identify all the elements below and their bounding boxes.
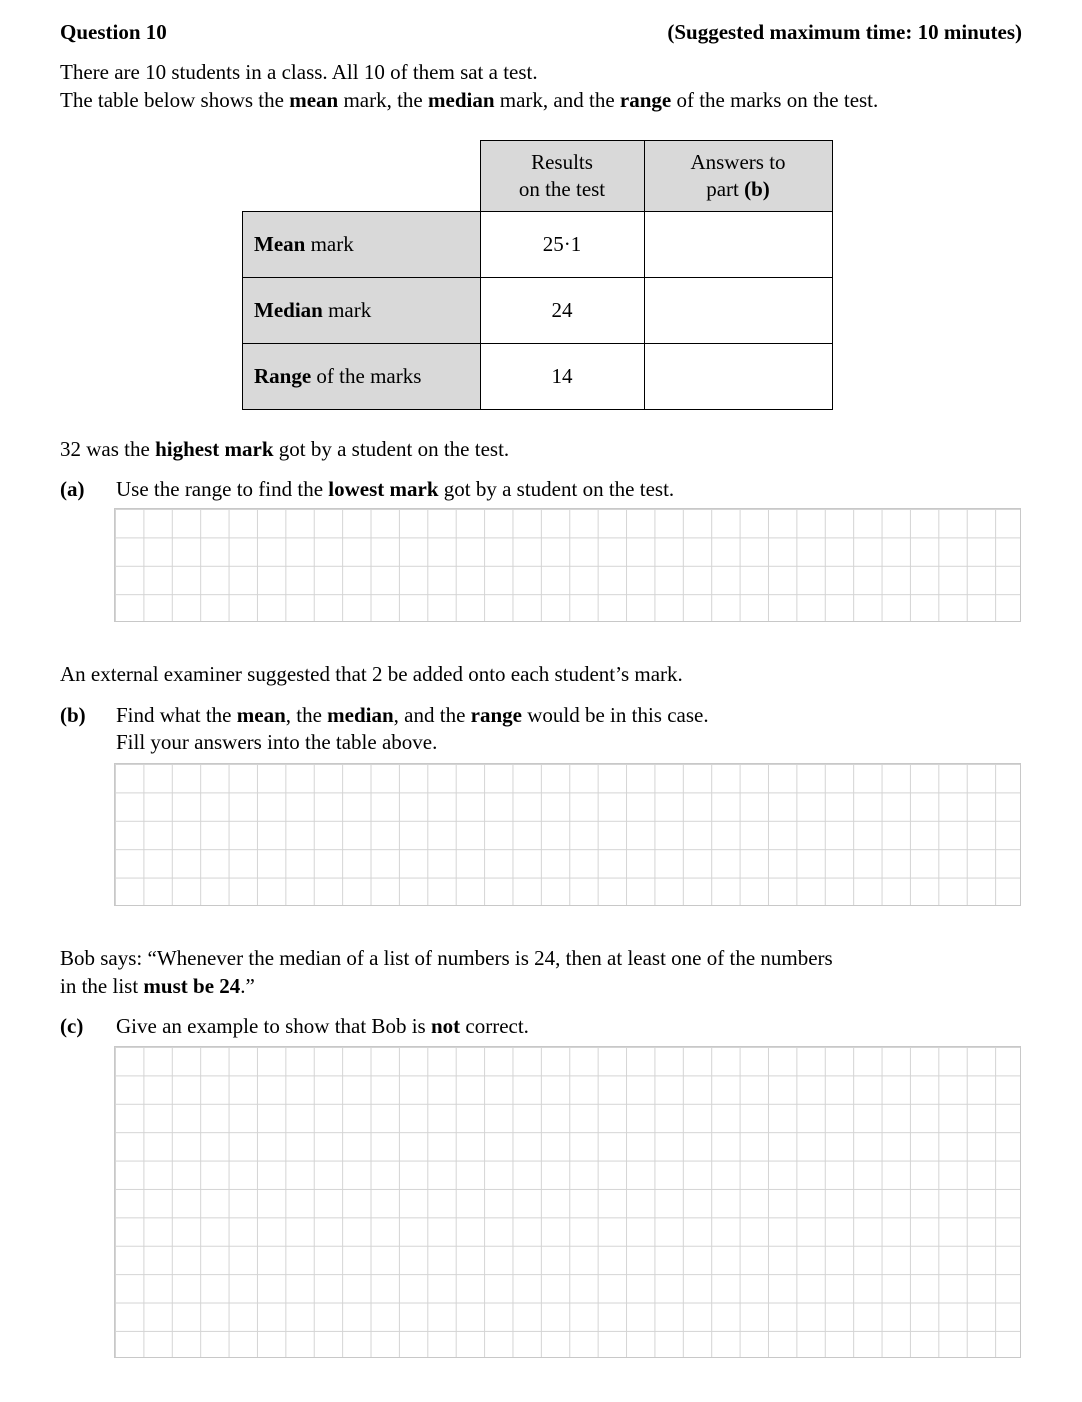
- table-row-median: [243, 278, 833, 344]
- results-table: [242, 140, 833, 410]
- intro-line-2: The table below shows the mean mark, the median mark, and the range of the marks on the test.: [60, 88, 879, 112]
- part-b-label: (b): [60, 703, 86, 727]
- mean-value: 25·1: [480, 212, 644, 278]
- median-value: 24: [480, 278, 644, 344]
- part-a-label: (a): [60, 477, 85, 501]
- answer-grid-a[interactable]: [114, 508, 1021, 622]
- table-row-mean: [243, 212, 833, 278]
- range-answer-cell[interactable]: [644, 344, 832, 410]
- part-a-question: Use the range to find the lowest mark got by a student on the test.: [116, 477, 675, 501]
- header-answers: Answers to part (b): [644, 141, 832, 212]
- answer-grid-c[interactable]: [114, 1046, 1021, 1358]
- part-b-instruction: Fill your answers into the table above.: [116, 730, 438, 754]
- median-answer-cell[interactable]: [644, 278, 832, 344]
- row-label-mean: Mean mark: [243, 212, 481, 278]
- mean-answer-cell[interactable]: [644, 212, 832, 278]
- bob-quote-line-2: in the list must be 24.”: [60, 974, 255, 998]
- highest-mark-statement: 32 was the highest mark got by a student on the test.: [60, 437, 510, 461]
- external-examiner-text: An external examiner suggested that 2 be added onto each student’s mark.: [60, 662, 683, 686]
- question-title: Question 10: [60, 20, 167, 44]
- part-b-question: Find what the mean, the median, and the range would be in this case.: [116, 703, 709, 727]
- header-results: Results on the test: [480, 141, 644, 212]
- suggested-time: (Suggested maximum time: 10 minutes): [667, 20, 1022, 44]
- part-c-label: (c): [60, 1014, 84, 1038]
- answer-grid-b[interactable]: [114, 763, 1021, 906]
- bob-quote-line-1: Bob says: “Whenever the median of a list of numbers is 24, then at least one of the numbers: [60, 946, 833, 970]
- row-label-range: Range of the marks: [243, 344, 481, 410]
- part-c-question: Give an example to show that Bob is not correct.: [116, 1014, 529, 1038]
- range-value: 14: [480, 344, 644, 410]
- row-label-median: Median mark: [243, 278, 481, 344]
- table-corner: [243, 141, 481, 212]
- table-row-range: [243, 344, 833, 410]
- intro-line-1: There are 10 students in a class. All 10 of them sat a test.: [60, 60, 538, 84]
